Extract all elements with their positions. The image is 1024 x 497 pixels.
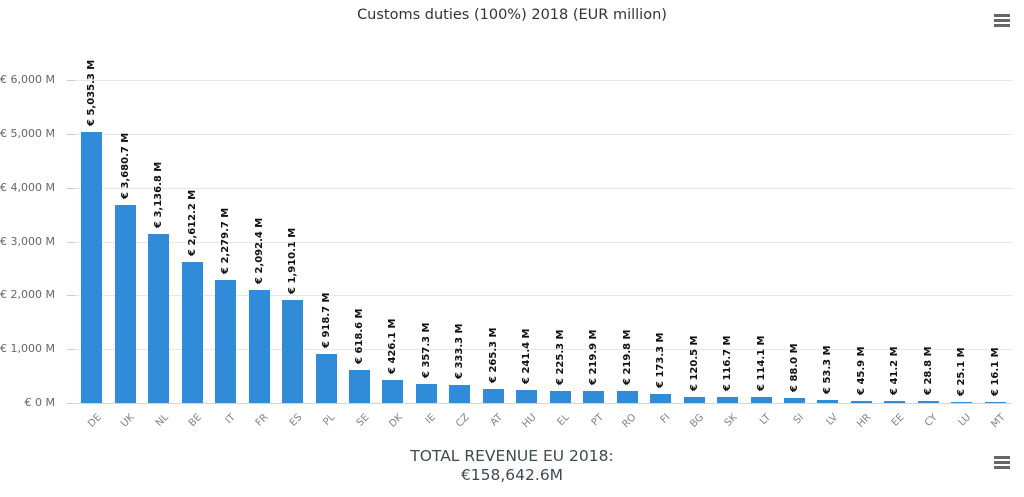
x-label-PL: PL (321, 412, 338, 428)
bar-PL[interactable] (316, 354, 337, 404)
y-axis-label: € 1,000 M (0, 342, 55, 356)
x-label-HR: HR (855, 412, 874, 431)
x-label-DK: DK (386, 412, 405, 430)
bar-value-label-ES: € 1,910.1 M (287, 227, 298, 295)
x-label-BE: BE (186, 412, 204, 430)
y-axis-label: € 5,000 M (0, 126, 55, 140)
bar-BG[interactable] (684, 397, 705, 404)
x-label-MT: MT (988, 412, 1008, 431)
bar-FR[interactable] (249, 290, 270, 403)
x-label-ES: ES (287, 412, 305, 429)
bar-value-label-IT: € 2,279.7 M (220, 208, 232, 275)
bar-value-label-DE: € 5,035.3 M (86, 59, 98, 126)
x-label-IT: IT (223, 412, 238, 427)
bar-value-label-LV: € 53.3 M (822, 345, 834, 395)
y-axis-tick (67, 134, 75, 135)
bar-value-label-CZ: € 333.3 M (454, 323, 466, 380)
x-label-EL: EL (555, 412, 572, 429)
bar-ES[interactable] (282, 300, 303, 403)
y-axis-tick (67, 349, 75, 350)
y-gridline (75, 188, 1012, 189)
bar-IT[interactable] (215, 280, 236, 403)
y-axis-label: € 0 M (24, 396, 55, 409)
x-label-HU: HU (520, 412, 539, 431)
bar-value-label-HU: € 241.4 M (521, 328, 533, 384)
y-gridline (75, 80, 1012, 81)
bar-BE[interactable] (182, 262, 203, 403)
y-axis-tick (67, 295, 75, 296)
y-axis-label: € 4,000 M (0, 180, 55, 194)
bar-value-label-SE: € 618.6 M (353, 308, 365, 364)
bar-HU[interactable] (516, 390, 537, 403)
bar-EE[interactable] (884, 401, 905, 403)
x-label-AT: AT (488, 412, 506, 429)
bar-value-label-PT: € 219.9 M (588, 329, 600, 386)
bar-value-label-AT: € 265.3 M (487, 327, 499, 383)
bar-CY[interactable] (918, 401, 939, 403)
x-label-FR: FR (254, 412, 271, 429)
bar-value-label-HR: € 45.9 M (855, 345, 867, 395)
bar-value-label-BG: € 120.5 M (688, 334, 700, 391)
bar-value-label-FR: € 2,092.4 M (253, 218, 265, 285)
x-label-BG: BG (687, 412, 706, 430)
bar-IE[interactable] (416, 384, 437, 403)
bar-RO[interactable] (617, 391, 638, 403)
x-axis-line (66, 403, 1012, 404)
total-revenue-title: TOTAL REVENUE EU 2018: (410, 447, 614, 465)
bar-value-label-NL: € 3,136.8 M (153, 161, 165, 229)
bar-value-label-EE: € 41.2 M (889, 346, 901, 395)
bar-LT[interactable] (751, 397, 772, 403)
bar-SE[interactable] (349, 370, 370, 403)
bar-value-label-FI: € 173.3 M (655, 332, 667, 388)
footer-context-menu-button[interactable] (990, 452, 1014, 472)
bar-CZ[interactable] (449, 385, 470, 403)
x-label-NL: NL (153, 412, 171, 430)
x-label-CY: CY (923, 412, 941, 429)
x-label-IE: IE (423, 412, 439, 427)
y-axis-label: € 6,000 M (0, 73, 55, 86)
bar-SK[interactable] (717, 397, 738, 403)
x-label-CZ: CZ (454, 412, 472, 430)
y-axis-label: € 3,000 M (0, 234, 55, 248)
x-label-RO: RO (620, 412, 639, 431)
y-axis-label: € 2,000 M (0, 288, 55, 302)
bar-value-label-IE: € 357.3 M (420, 322, 432, 378)
y-gridline (75, 134, 1012, 135)
bar-value-label-LU: € 25.1 M (956, 347, 968, 396)
bar-LU[interactable] (951, 402, 972, 403)
bar-AT[interactable] (483, 389, 504, 403)
x-label-UK: UK (119, 412, 137, 430)
bar-FI[interactable] (650, 394, 671, 403)
x-label-LU: LU (957, 412, 974, 429)
bar-value-label-EL: € 225.3 M (554, 329, 566, 385)
bar-value-label-DK: € 426.1 M (387, 318, 399, 375)
bar-NL[interactable] (148, 234, 169, 403)
bar-DK[interactable] (382, 380, 403, 403)
bar-DE[interactable] (81, 132, 102, 403)
bar-UK[interactable] (115, 205, 136, 403)
bar-PT[interactable] (583, 391, 604, 403)
y-axis-tick (67, 242, 75, 243)
bar-EL[interactable] (550, 391, 571, 403)
y-axis-tick (67, 80, 75, 81)
total-revenue-block (0, 447, 1024, 485)
bar-LV[interactable] (817, 400, 838, 403)
x-label-SK: SK (722, 412, 740, 429)
bar-value-label-RO: € 219.8 M (621, 329, 633, 386)
x-label-DE: DE (85, 412, 104, 430)
x-label-LV: LV (823, 412, 840, 428)
bar-value-label-CY: € 28.8 M (922, 346, 934, 396)
bar-HR[interactable] (851, 401, 872, 404)
x-label-PT: PT (589, 412, 606, 429)
x-label-LT: LT (757, 412, 773, 428)
bar-value-label-LT: € 114.1 M (755, 335, 767, 391)
chart-title: Customs duties (100%) 2018 (EUR million) (357, 7, 667, 23)
x-label-SE: SE (354, 412, 372, 429)
y-gridline (75, 242, 1012, 243)
total-revenue-value: €158,642.6M (460, 466, 564, 484)
bar-value-label-SI: € 88.0 M (789, 343, 800, 393)
bar-MT[interactable] (985, 402, 1006, 403)
bar-value-label-PL: € 918.7 M (320, 291, 332, 348)
x-label-SI: SI (791, 412, 807, 427)
y-axis-tick (67, 188, 75, 189)
x-label-FI: FI (658, 412, 673, 426)
bar-value-label-MT: € 16.1 M (989, 347, 1001, 396)
bar-value-label-UK: € 3,680.7 M (119, 132, 131, 199)
bar-value-label-SK: € 116.7 M (722, 335, 734, 391)
x-label-EE: EE (889, 412, 907, 429)
bar-value-label-BE: € 2,612.2 M (186, 190, 198, 257)
bar-SI[interactable] (784, 398, 805, 403)
hamburger-icon (994, 456, 1010, 469)
